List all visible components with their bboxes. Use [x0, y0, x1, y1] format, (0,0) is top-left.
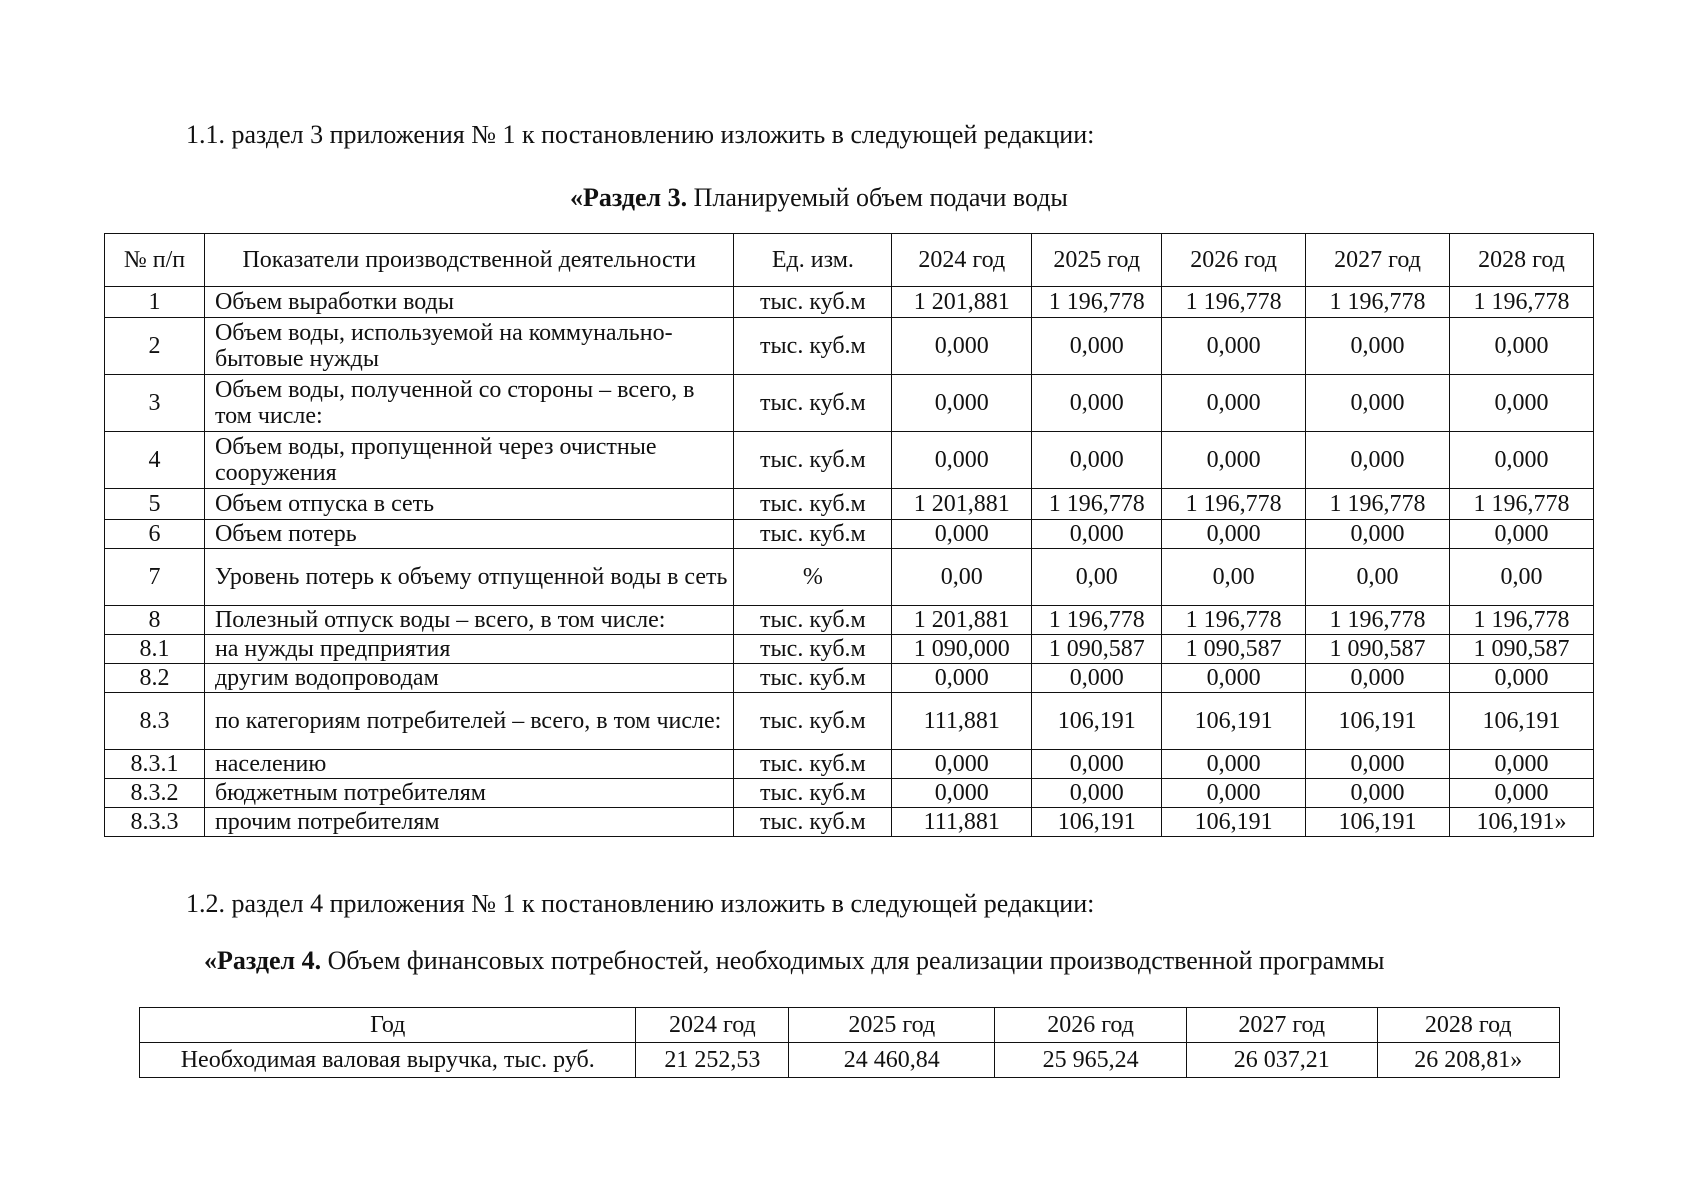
row-unit: тыс. куб.м	[734, 287, 892, 318]
row-value-2026: 0,000	[1162, 750, 1306, 779]
table-row	[140, 1043, 1560, 1078]
table-row	[105, 520, 1594, 549]
section-4-table	[139, 1007, 1560, 1078]
row-value-2027: 1 196,778	[1306, 489, 1450, 520]
row-value-2028: 1 090,587	[1450, 635, 1594, 664]
header-2026: 2026 год	[1162, 234, 1306, 287]
row-name: Объем выработки воды	[204, 287, 734, 318]
row-num: 8.2	[105, 664, 205, 693]
row-value-2026: 1 196,778	[1162, 606, 1306, 635]
row-value-2028: 0,000	[1450, 375, 1594, 432]
row-unit: тыс. куб.м	[734, 750, 892, 779]
row-value-2027: 26 037,21	[1186, 1043, 1377, 1078]
row-name: Объем воды, пропущенной через очистные сооружения	[204, 432, 734, 489]
row-value-2025: 0,00	[1032, 549, 1162, 606]
row-value-2028: 26 208,81»	[1377, 1043, 1560, 1078]
row-unit: тыс. куб.м	[734, 808, 892, 837]
row-name: Объем воды, полученной со стороны – всего, в том числе:	[204, 375, 734, 432]
row-value-2027: 0,000	[1306, 750, 1450, 779]
row-name: Объем потерь	[204, 520, 734, 549]
row-value-2024: 1 201,881	[892, 606, 1032, 635]
row-num: 7	[105, 549, 205, 606]
row-value-2025: 0,000	[1032, 520, 1162, 549]
header-2027: 2027 год	[1186, 1008, 1377, 1043]
header-2024: 2024 год	[892, 234, 1032, 287]
row-unit: тыс. куб.м	[734, 779, 892, 808]
row-value-2024: 0,000	[892, 375, 1032, 432]
row-num: 8.1	[105, 635, 205, 664]
section-4-title-bold: «Раздел 4.	[204, 946, 322, 975]
row-value-2026: 0,000	[1162, 318, 1306, 375]
row-name: прочим потребителям	[204, 808, 734, 837]
row-value-2028: 1 196,778	[1450, 287, 1594, 318]
row-value-2025: 1 196,778	[1032, 489, 1162, 520]
row-name: Полезный отпуск воды – всего, в том числе:	[204, 606, 734, 635]
row-unit: тыс. куб.м	[734, 635, 892, 664]
row-value-2026: 0,000	[1162, 520, 1306, 549]
row-value-2028: 0,00	[1450, 549, 1594, 606]
row-value-2024: 1 201,881	[892, 287, 1032, 318]
row-num: 1	[105, 287, 205, 318]
row-value-2025: 0,000	[1032, 779, 1162, 808]
header-2025: 2025 год	[1032, 234, 1162, 287]
row-unit: тыс. куб.м	[734, 375, 892, 432]
row-value-2028: 0,000	[1450, 664, 1594, 693]
row-value-2026: 0,000	[1162, 375, 1306, 432]
table-row	[105, 375, 1594, 432]
table-header-row	[105, 234, 1594, 287]
row-value-2024: 0,000	[892, 432, 1032, 489]
row-value-2027: 0,000	[1306, 779, 1450, 808]
row-value-2026: 1 090,587	[1162, 635, 1306, 664]
row-num: 2	[105, 318, 205, 375]
row-value-2026: 106,191	[1162, 808, 1306, 837]
section-3-title-bold: «Раздел 3.	[570, 183, 688, 212]
header-2024: 2024 год	[636, 1008, 789, 1043]
row-value-2024: 0,000	[892, 750, 1032, 779]
row-num: 8.3.1	[105, 750, 205, 779]
row-num: 3	[105, 375, 205, 432]
row-unit: тыс. куб.м	[734, 432, 892, 489]
row-value-2025: 0,000	[1032, 750, 1162, 779]
row-value-2026: 1 196,778	[1162, 489, 1306, 520]
row-value-2026: 0,00	[1162, 549, 1306, 606]
table-row	[105, 693, 1594, 750]
row-value-2028: 106,191	[1450, 693, 1594, 750]
row-value-2027: 1 196,778	[1306, 287, 1450, 318]
row-unit: тыс. куб.м	[734, 664, 892, 693]
row-unit: тыс. куб.м	[734, 489, 892, 520]
table-row	[105, 549, 1594, 606]
row-value-2026: 0,000	[1162, 432, 1306, 489]
row-value-2025: 1 090,587	[1032, 635, 1162, 664]
row-num: 8.3.3	[105, 808, 205, 837]
row-num: 8	[105, 606, 205, 635]
row-value-2025: 0,000	[1032, 664, 1162, 693]
table-row	[105, 432, 1594, 489]
row-unit: тыс. куб.м	[734, 606, 892, 635]
table-row	[105, 635, 1594, 664]
row-name: по категориям потребителей – всего, в том числе:	[204, 693, 734, 750]
section-4-title-rest: Объем финансовых потребностей, необходимых для реализации производственной программы	[321, 946, 1385, 975]
row-value-2028: 0,000	[1450, 520, 1594, 549]
row-name: Уровень потерь к объему отпущенной воды в сеть	[204, 549, 734, 606]
header-num: № п/п	[105, 234, 205, 287]
row-value-2027: 1 090,587	[1306, 635, 1450, 664]
row-value-2024: 1 090,000	[892, 635, 1032, 664]
table-row	[105, 664, 1594, 693]
row-name: бюджетным потребителям	[204, 779, 734, 808]
row-value-2027: 106,191	[1306, 693, 1450, 750]
row-value-2024: 0,00	[892, 549, 1032, 606]
row-value-2026: 106,191	[1162, 693, 1306, 750]
row-value-2028: 0,000	[1450, 432, 1594, 489]
row-unit: тыс. куб.м	[734, 520, 892, 549]
header-2028: 2028 год	[1377, 1008, 1560, 1043]
table-row	[105, 489, 1594, 520]
row-value-2024: 0,000	[892, 779, 1032, 808]
row-name: Объем отпуска в сеть	[204, 489, 734, 520]
section-3-title	[570, 183, 1068, 213]
row-num: 8.3.2	[105, 779, 205, 808]
table-row	[105, 808, 1594, 837]
row-value-2025: 106,191	[1032, 693, 1162, 750]
paragraph-1-1: 1.1. раздел 3 приложения № 1 к постановлению изложить в следующей редакции:	[186, 120, 1095, 149]
header-2028: 2028 год	[1450, 234, 1594, 287]
row-name: на нужды предприятия	[204, 635, 734, 664]
row-value-2024: 111,881	[892, 808, 1032, 837]
section-3-title-rest: Планируемый объем подачи воды	[687, 183, 1068, 212]
row-value-2024: 0,000	[892, 664, 1032, 693]
row-value-2025: 1 196,778	[1032, 606, 1162, 635]
row-label: Необходимая валовая выручка, тыс. руб.	[140, 1043, 636, 1078]
row-value-2025: 24 460,84	[789, 1043, 995, 1078]
row-num: 6	[105, 520, 205, 549]
row-unit: %	[734, 549, 892, 606]
header-unit: Ед. изм.	[734, 234, 892, 287]
row-num: 5	[105, 489, 205, 520]
row-value-2024: 21 252,53	[636, 1043, 789, 1078]
row-value-2028: 0,000	[1450, 779, 1594, 808]
row-value-2024: 0,000	[892, 318, 1032, 375]
row-value-2024: 0,000	[892, 520, 1032, 549]
row-value-2027: 0,000	[1306, 520, 1450, 549]
row-name: Объем воды, используемой на коммунально-бытовые нужды	[204, 318, 734, 375]
row-value-2028: 1 196,778	[1450, 606, 1594, 635]
row-value-2028: 106,191»	[1450, 808, 1594, 837]
table-row	[105, 606, 1594, 635]
row-value-2025: 0,000	[1032, 375, 1162, 432]
table-header-row	[140, 1008, 1560, 1043]
header-2026: 2026 год	[995, 1008, 1187, 1043]
row-value-2027: 0,000	[1306, 432, 1450, 489]
paragraph-1-2: 1.2. раздел 4 приложения № 1 к постановлению изложить в следующей редакции:	[186, 889, 1095, 918]
section-4-title	[204, 946, 1385, 976]
row-value-2028: 1 196,778	[1450, 489, 1594, 520]
row-value-2027: 0,000	[1306, 318, 1450, 375]
table-row	[105, 318, 1594, 375]
header-2025: 2025 год	[789, 1008, 995, 1043]
table-row	[105, 287, 1594, 318]
row-value-2027: 0,000	[1306, 375, 1450, 432]
row-value-2026: 25 965,24	[995, 1043, 1187, 1078]
row-value-2025: 0,000	[1032, 318, 1162, 375]
row-value-2027: 1 196,778	[1306, 606, 1450, 635]
row-value-2027: 0,00	[1306, 549, 1450, 606]
header-2027: 2027 год	[1306, 234, 1450, 287]
row-unit: тыс. куб.м	[734, 693, 892, 750]
table-row	[105, 750, 1594, 779]
row-unit: тыс. куб.м	[734, 318, 892, 375]
row-value-2026: 0,000	[1162, 779, 1306, 808]
row-value-2028: 0,000	[1450, 750, 1594, 779]
table-row	[105, 779, 1594, 808]
row-value-2027: 0,000	[1306, 664, 1450, 693]
row-value-2025: 106,191	[1032, 808, 1162, 837]
row-value-2026: 1 196,778	[1162, 287, 1306, 318]
row-value-2027: 106,191	[1306, 808, 1450, 837]
row-name: населению	[204, 750, 734, 779]
header-indicator: Показатели производственной деятельности	[204, 234, 734, 287]
row-num: 8.3	[105, 693, 205, 750]
header-year: Год	[140, 1008, 636, 1043]
row-value-2025: 1 196,778	[1032, 287, 1162, 318]
row-value-2025: 0,000	[1032, 432, 1162, 489]
row-value-2028: 0,000	[1450, 318, 1594, 375]
section-3-table	[104, 233, 1594, 837]
row-value-2024: 1 201,881	[892, 489, 1032, 520]
row-num: 4	[105, 432, 205, 489]
row-value-2026: 0,000	[1162, 664, 1306, 693]
row-value-2024: 111,881	[892, 693, 1032, 750]
row-name: другим водопроводам	[204, 664, 734, 693]
